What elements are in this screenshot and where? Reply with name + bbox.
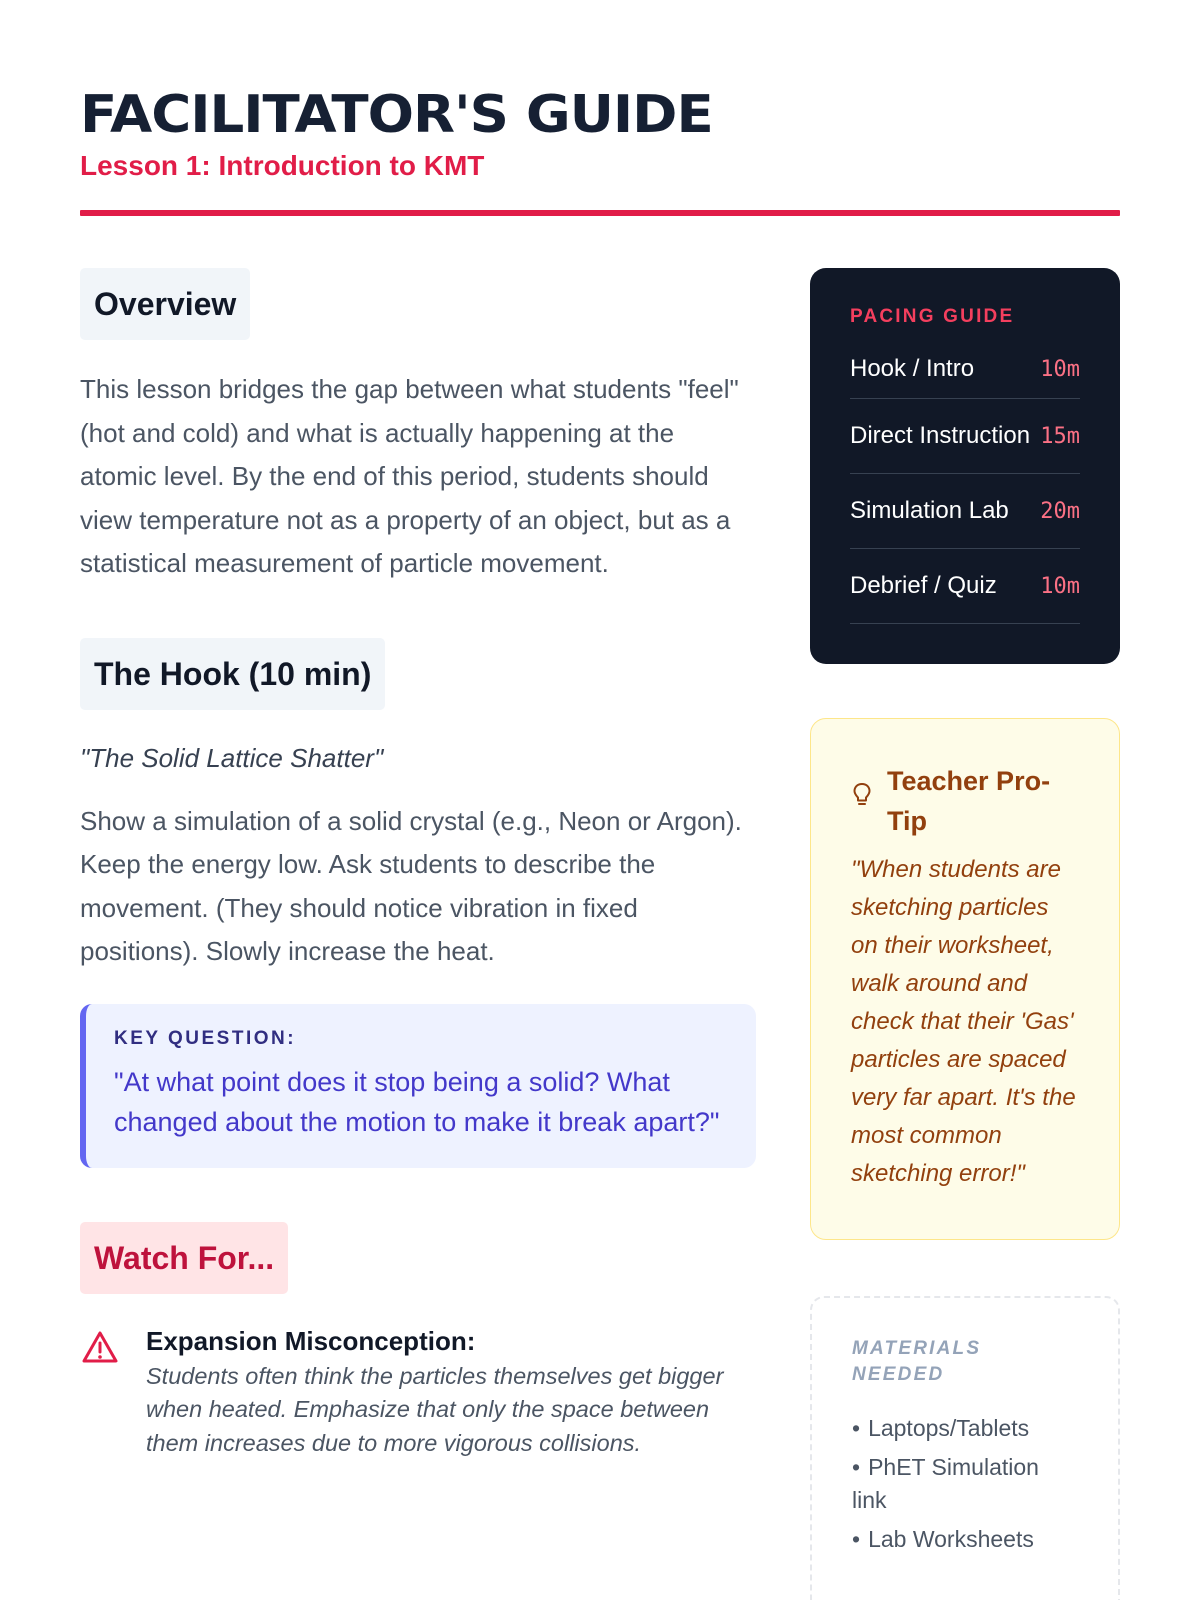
pacing-row-time: 10m (1040, 356, 1080, 382)
pacing-row-name: Hook / Intro (850, 355, 975, 382)
watch-item-title: Expansion Misconception: (146, 1325, 476, 1356)
main-column (80, 268, 756, 1600)
pacing-row-name: Simulation Lab (850, 497, 1009, 524)
pro-tip-title: Teacher Pro-Tip (887, 766, 1051, 836)
pacing-row-time: 20m (1040, 498, 1080, 524)
lesson-subtitle: Lesson 1: Introduction to KMT (80, 150, 485, 181)
materials-label: MATERIALS NEEDED (852, 1338, 982, 1385)
pro-tip-header (851, 761, 1079, 841)
pacing-guide-card (810, 268, 1120, 664)
watch-item-text: Students often think the particles themselves get bigger when heated. Emphasize that only the space between them increases due to more vigorous collisions. (146, 1362, 724, 1456)
sidebar-column (810, 268, 1120, 1600)
pacing-row-name: Direct Instruction (850, 422, 1031, 449)
page-title: FACILITATOR'S GUIDE (80, 85, 713, 145)
list-item: • PhET Simulation link (852, 1451, 1078, 1517)
hook-text: Show a simulation of a solid crystal (e.g., Neon or Argon). Keep the energy low. Ask students to describe the movement. (They should notice vibration in fixed positions). Slowly increase the heat. (80, 805, 742, 966)
key-question-label: KEY QUESTION: (114, 1027, 297, 1049)
pacing-list (850, 340, 1080, 624)
pacing-row (850, 399, 1080, 474)
list-item: • Lab Worksheets (852, 1523, 1078, 1556)
pacing-row-name: Debrief / Quiz (850, 572, 997, 599)
lightbulb-icon (851, 781, 873, 809)
materials-list (852, 1412, 1078, 1556)
hook-subtitle: "The Solid Lattice Shatter" (80, 742, 384, 773)
pro-tip-text: "When students are sketching particles on their worksheet, walk around and check that their 'Gas' particles are spaced very far apart. It's the most common sketching error!" (851, 856, 1076, 1187)
hook-heading: The Hook (10 min) (80, 638, 385, 710)
pacing-row (850, 549, 1080, 624)
list-item: • Laptops/Tablets (852, 1412, 1078, 1445)
pacing-guide-label: PACING GUIDE (850, 306, 1015, 327)
title-divider (80, 210, 1120, 216)
pacing-row-time: 10m (1040, 573, 1080, 599)
key-question-box (80, 1004, 756, 1168)
guide-page (80, 86, 1120, 1600)
content-columns (80, 268, 1120, 1600)
pacing-row (850, 340, 1080, 399)
pacing-row (850, 474, 1080, 549)
hook-section (80, 638, 756, 1168)
pacing-row-time: 15m (1040, 423, 1080, 449)
overview-heading: Overview (80, 268, 250, 340)
key-question-text: "At what point does it stop being a solid? What changed about the motion to make it break apart?" (114, 1066, 720, 1137)
warning-triangle-icon (80, 1328, 120, 1368)
watch-heading: Watch For... (80, 1222, 288, 1294)
pro-tip-card (810, 718, 1120, 1240)
watch-section (80, 1222, 756, 1461)
watch-item-body (146, 1324, 726, 1461)
overview-text: This lesson bridges the gap between what students "feel" (hot and cold) and what is actually happening at the atomic level. By the end of this period, students should view temperature not as a property of an object, but as a statistical measurement of particle movement. (80, 374, 739, 578)
watch-item (80, 1324, 756, 1461)
materials-card (810, 1296, 1120, 1600)
